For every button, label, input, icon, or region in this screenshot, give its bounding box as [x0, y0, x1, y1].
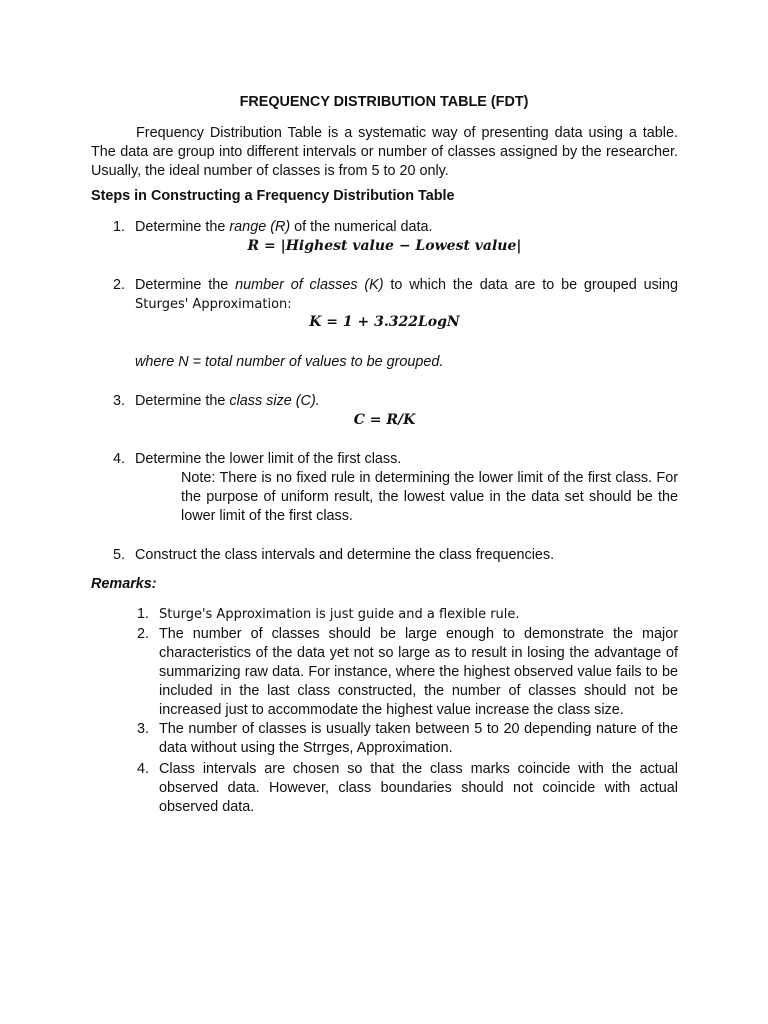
step-text: Determine the	[135, 393, 230, 409]
step-text: Construct the class intervals and determine the class frequencies.	[135, 547, 555, 563]
page-title: FREQUENCY DISTRIBUTION TABLE (FDT)	[239, 94, 529, 110]
where-note: where N = total number of values to be grouped.	[135, 354, 444, 370]
classes-formula: K = 1 + 3.322LogN	[309, 314, 460, 330]
step-text: to which the data are to be grouped using	[383, 277, 678, 293]
range-formula: R = |Highest value − Lowest value|	[247, 238, 522, 254]
remark-number: 1.	[137, 606, 150, 622]
remark-4	[137, 760, 678, 817]
remark-number: 4.	[137, 761, 150, 777]
step-text-line2: Sturges' Approximation:	[135, 297, 292, 312]
remark-number: 3.	[137, 721, 150, 737]
remark-text: The number of classes should be large enough to demonstrate the major characteristics of the data yet not so large as to result in losing the advantage of summarizing raw data. For instance, where the highest observed value fails to be included in the last class constructed, the number of classes should not be increased just to accommodate the highest value increase the class size.	[159, 626, 678, 718]
steps-heading: Steps in Constructing a Frequency Distribution Table	[91, 188, 455, 204]
step-number: 5.	[113, 547, 126, 563]
remark-1	[137, 605, 678, 624]
step-5	[113, 546, 678, 565]
step-number: 2.	[113, 277, 126, 293]
remark-text: Sturge's Approximation is just guide and a flexible rule.	[159, 607, 520, 622]
remark-text: Class intervals are chosen so that the class marks coincide with the actual observed data. However, class boundaries should not coincide with actual observed data.	[159, 761, 678, 815]
step-1	[113, 218, 678, 237]
note-paragraph: Note: There is no fixed rule in determining the lower limit of the first class. For the purpose of uniform result, the lowest value in the data set should be the lower limit of the first class.	[181, 470, 678, 524]
remarks-heading: Remarks:	[91, 576, 157, 592]
step-4	[113, 450, 678, 469]
step-text: Determine the	[135, 277, 236, 293]
step-emphasis: number of classes (K)	[235, 277, 384, 293]
step-emphasis: class size (C).	[229, 393, 320, 409]
remark-3	[137, 720, 678, 758]
step-number: 3.	[113, 393, 126, 409]
step-2	[113, 276, 678, 314]
remark-number: 2.	[137, 626, 150, 642]
intro-paragraph: Frequency Distribution Table is a systematic way of presenting data using a table. The data are group into different intervals or number of classes assigned by the researcher. Usually, the ideal number of classes is from 5 to 20 only.	[91, 125, 678, 179]
step-emphasis: range (R)	[229, 219, 291, 235]
step-text: Determine the lower limit of the first class.	[135, 451, 402, 467]
step-text: of the numerical data.	[290, 219, 433, 235]
step-number: 1.	[113, 219, 126, 235]
step-3	[113, 392, 678, 411]
remark-2	[137, 625, 678, 720]
size-formula: C = R/K	[353, 412, 416, 428]
remark-text: The number of classes is usually taken between 5 to 20 depending nature of the data without using the Strrges, Approximation.	[159, 721, 678, 756]
step-text: Determine the	[135, 219, 230, 235]
step-number: 4.	[113, 451, 126, 467]
